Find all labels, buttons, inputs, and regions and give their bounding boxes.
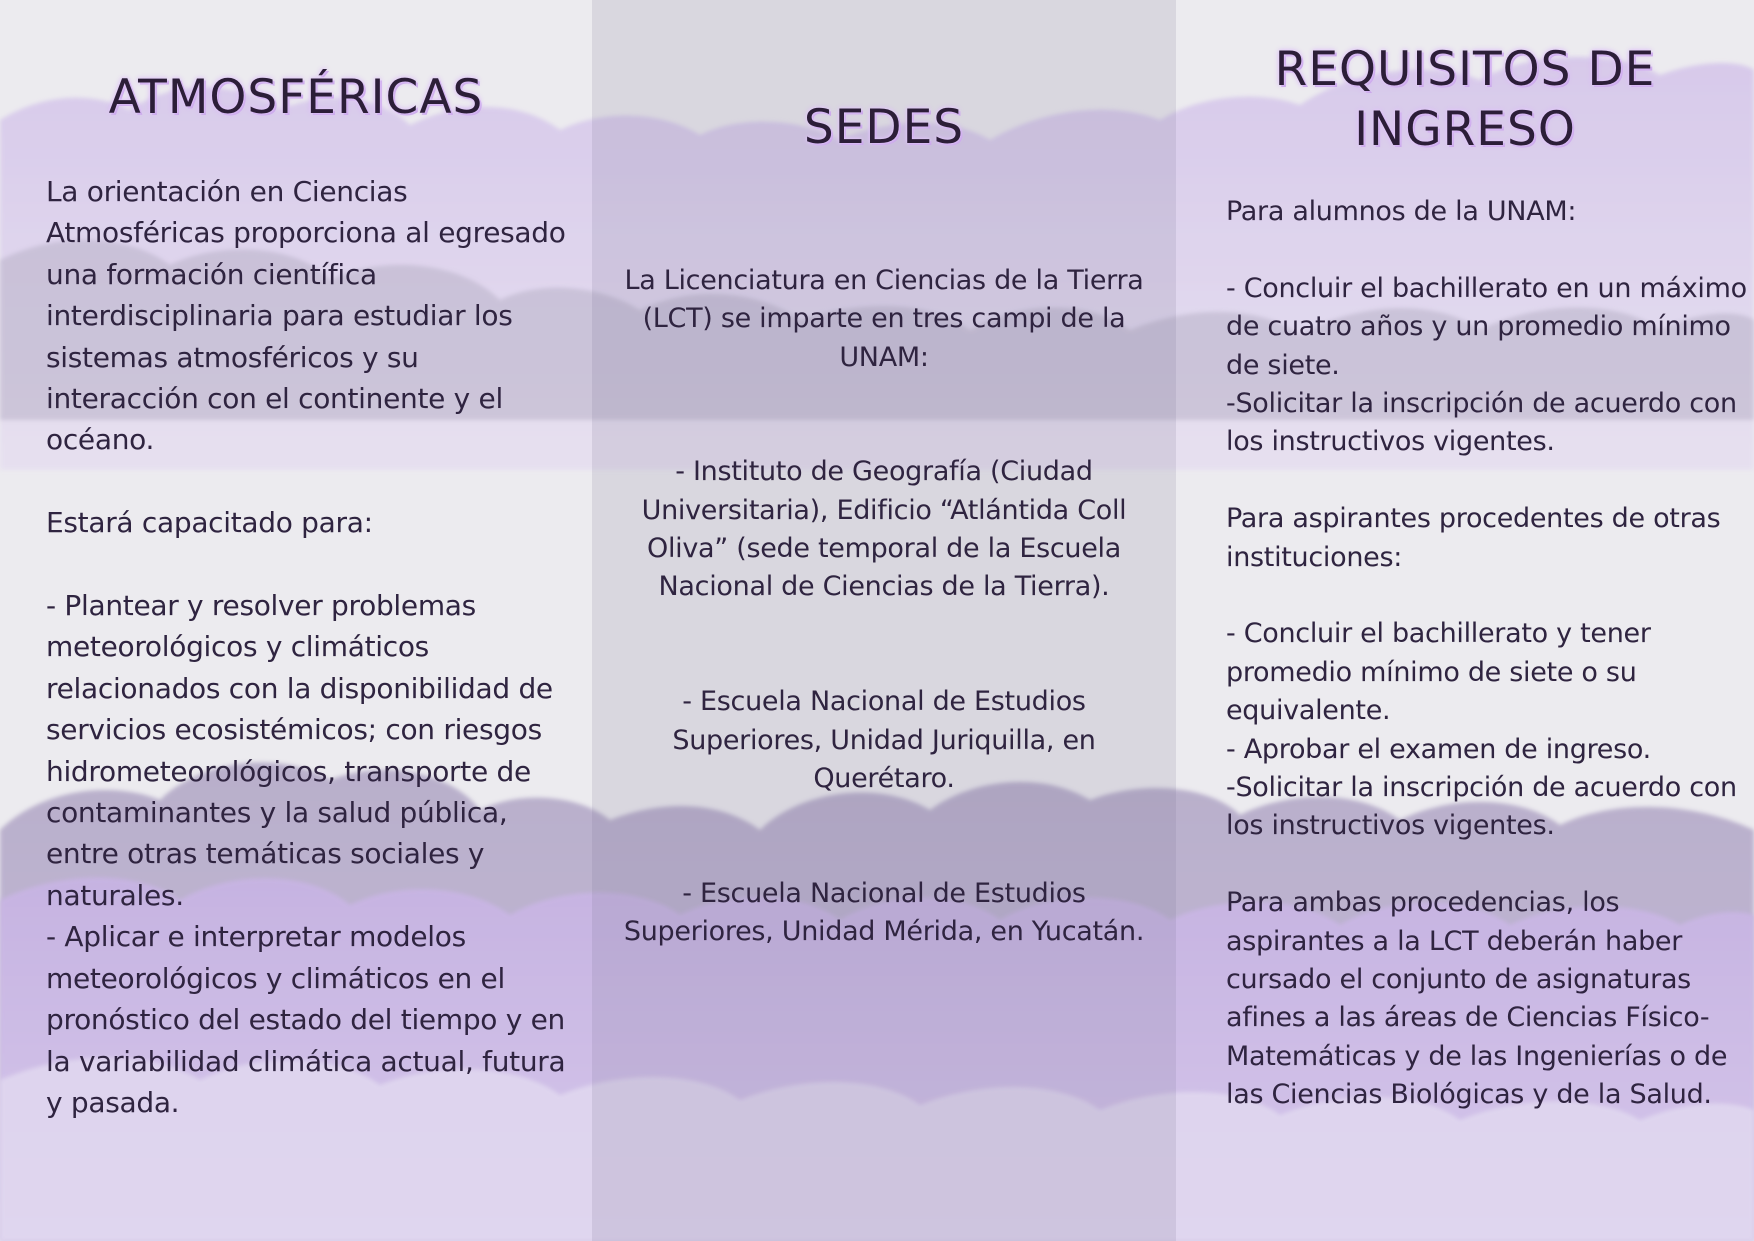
paragraph: - Concluir el bachillerato en un máximo de cuatro años y un promedio mínimo de siete. [1226, 272, 1747, 381]
requisitos-text [1226, 193, 1748, 1115]
paragraph: Para aspirantes procedentes de otras instituciones: [1226, 503, 1721, 573]
paragraph: - Aplicar e interpretar modelos meteorológicos y climáticos en el pronóstico del estado del tiempo y en la variabilidad climática actual, futura y pasada. [46, 920, 566, 1119]
paragraph: Para alumnos de la UNAM: [1226, 196, 1577, 227]
paragraph: La orientación en Ciencias Atmosféricas proporciona al egresado una formación científica interdisciplinaria para estudiar los sistemas atmosféricos y su interacción con el continente y el océano. [46, 175, 566, 457]
heading-line: REQUISITOS DE [1274, 42, 1656, 97]
heading-atmosfericas: ATMOSFÉRICAS [108, 70, 484, 125]
heading-line: INGRESO [1354, 102, 1576, 157]
paragraph: - Escuela Nacional de Estudios Superiores, Unidad Juriquilla, en Querétaro. [672, 686, 1096, 794]
paragraph: -Solicitar la inscripción de acuerdo con los instructivos vigentes. [1226, 772, 1737, 842]
panel-sedes [592, 0, 1176, 1241]
panel-atmosfericas [0, 0, 592, 1241]
paragraph: - Instituto de Geografía (Ciudad Universitaria), Edificio “Atlántida Coll Oliva” (sede temporal de la Escuela Nacional de Ciencias de la Tierra). [641, 456, 1127, 603]
atmosfericas-text [46, 171, 576, 1123]
heading-sedes: SEDES [803, 100, 965, 155]
heading-requisitos-ingreso [1176, 40, 1754, 160]
paragraph: - Concluir el bachillerato y tener promedio mínimo de siete o su equivalente. [1226, 618, 1651, 727]
paragraph: - Plantear y resolver problemas meteorológicos y climáticos relacionados con la disponibilidad de servicios ecosistémicos; con riesgos hidrometeorológicos, transporte de contaminantes y la salud pública, entre otras temáticas sociales y naturales. [46, 589, 553, 912]
paragraph: La Licenciatura en Ciencias de la Tierra (LCT) se imparte en tres campi de la UNAM: [624, 265, 1144, 373]
paragraph: Para ambas procedencias, los aspirantes a la LCT deberán haber cursado el conjunto de asignaturas afines a las áreas de Ciencias Físico-Matemáticas y de las Ingenierías o de las Ciencias Biológicas y de la Salud. [1226, 887, 1728, 1111]
paragraph: - Aprobar el examen de ingreso. [1226, 733, 1651, 765]
panel-requisitos [1176, 0, 1754, 1241]
sedes-text [616, 262, 1152, 951]
paragraph: Estará capacitado para: [46, 506, 373, 540]
paragraph: - Escuela Nacional de Estudios Superiores, Unidad Mérida, en Yucatán. [623, 877, 1145, 948]
paragraph: -Solicitar la inscripción de acuerdo con los instructivos vigentes. [1226, 388, 1737, 458]
